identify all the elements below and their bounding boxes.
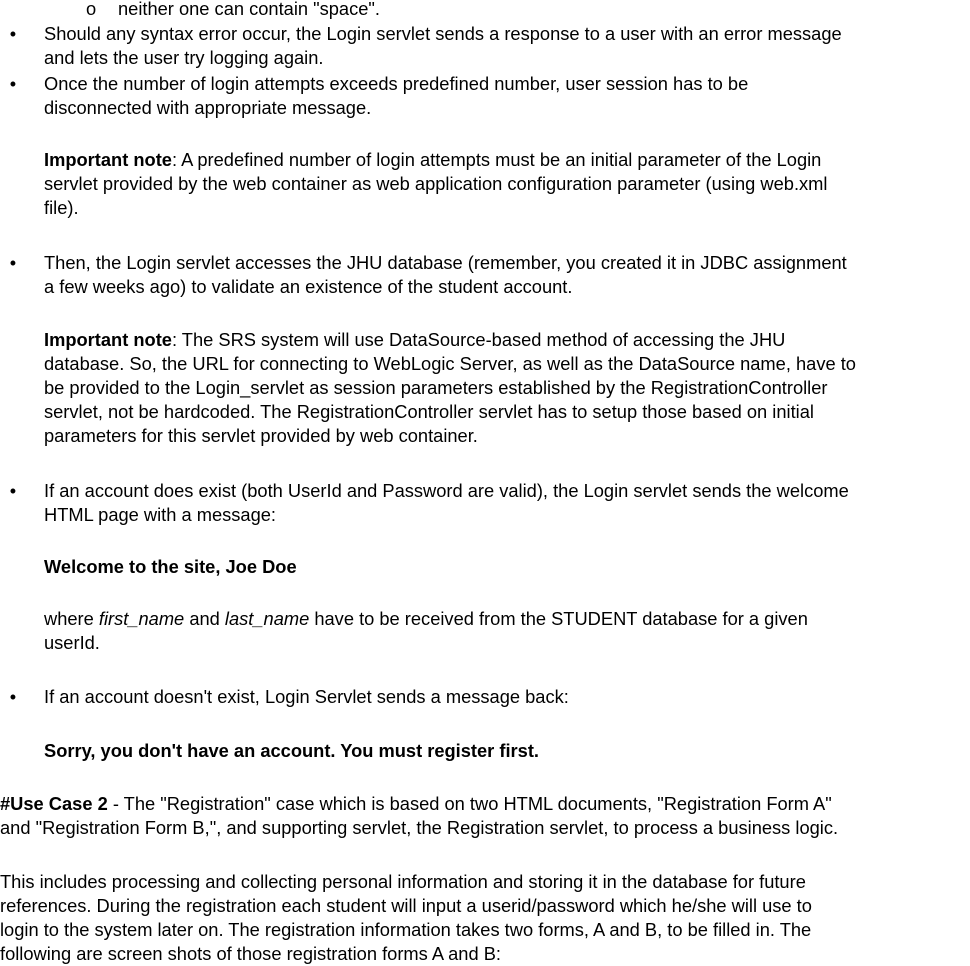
bullet-marker: • xyxy=(9,252,17,273)
bullet-account-missing: If an account doesn't exist, Login Servlet sends a message back: xyxy=(44,686,569,707)
bullet-account-exists: If an account does exist (both UserId and Password are valid), the Login servlet sends the welcome HTML page with a message: xyxy=(44,480,849,525)
bullet-login-attempts: Once the number of login attempts exceeds predefined number, user session has to be disconnected with appropriate message. xyxy=(44,73,749,118)
note-label: Important note xyxy=(44,329,172,350)
where-paragraph: where first_name and last_name have to be received from the STUDENT database for a given userId. xyxy=(44,608,808,653)
welcome-message: Welcome to the site, Joe Doe xyxy=(44,556,297,577)
bullet-marker: • xyxy=(9,23,17,44)
bullet-syntax-error: Should any syntax error occur, the Login servlet sends a response to a user with an error message and lets the user try logging again. xyxy=(44,23,842,68)
sorry-message: Sorry, you don't have an account. You must register first. xyxy=(44,740,539,761)
registration-paragraph: This includes processing and collecting personal information and storing it in the database for future references. During the registration each student will input a userid/password which he/she will use to login to the system later on. The registration information takes two forms, A and B, to be filled in. The following are screen shots of those registration forms A and B: xyxy=(0,871,812,964)
bullet-marker: • xyxy=(9,480,17,501)
important-note-datasource: Important note: The SRS system will use DataSource-based method of accessing the JHU database. So, the URL for connecting to WebLogic Server, as well as the DataSource name, have to be provided to the Login_servlet as session parameters established by the RegistrationController servlet, not be hardcoded. The RegistrationController servlet has to setup those based on initial parameters for this servlet provided by web container. xyxy=(44,329,856,446)
use-case-label: #Use Case 2 xyxy=(0,793,108,814)
use-case-2-paragraph: #Use Case 2 - The "Registration" case which is based on two HTML documents, "Registration Form A" and "Registration Form B,", and supporting servlet, the Registration servlet, to process a business logic. xyxy=(0,793,839,838)
sub-bullet-marker: o xyxy=(86,0,97,19)
bullet-marker: • xyxy=(9,73,17,94)
important-note-login-attempts: Important note: A predefined number of login attempts must be an initial parameter of the Login servlet provided by the web container as web application configuration parameter (using web.xml file). xyxy=(44,149,828,218)
bullet-marker: • xyxy=(9,686,17,707)
sub-item-text: neither one can contain "space". xyxy=(118,0,380,19)
note-label: Important note xyxy=(44,149,172,170)
bullet-jhu-database: Then, the Login servlet accesses the JHU database (remember, you created it in JDBC assignment a few weeks ago) to validate an existence of the student account. xyxy=(44,252,847,297)
